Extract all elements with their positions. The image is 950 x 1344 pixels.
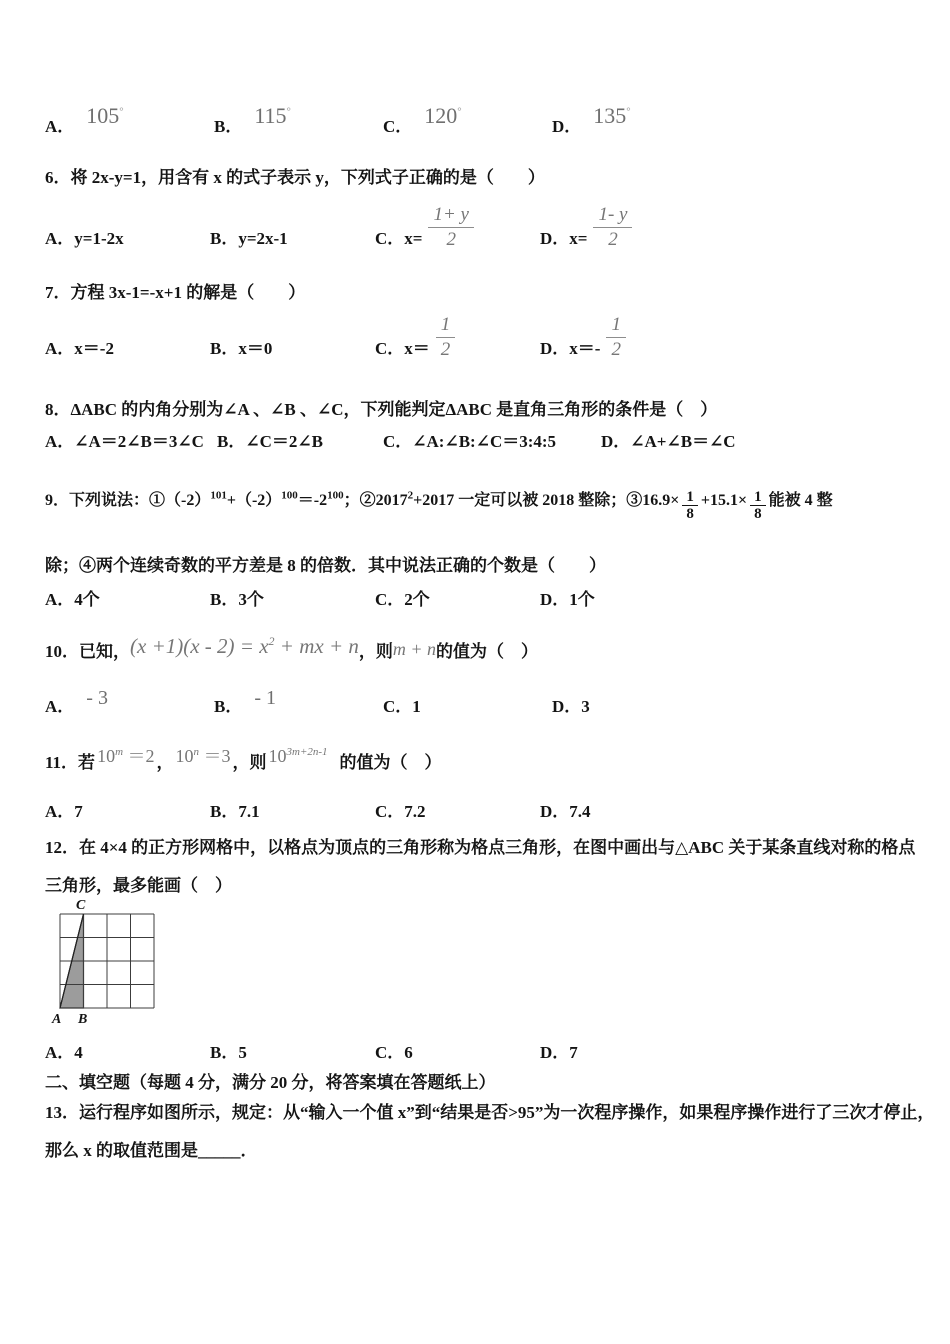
option-d: D． 135° bbox=[552, 103, 631, 136]
option-d: D．x= $\frac{1- y}{2}$ bbox=[540, 204, 632, 251]
fraction: $\frac{1+ y}{2}$ bbox=[428, 204, 474, 251]
option-a: A．4 bbox=[45, 1043, 83, 1062]
option-c: C．∠A:∠B:∠C＝3:4:5 bbox=[383, 432, 557, 451]
question-10-stem: 10．已知，$(x +1)(x - 2) = x^2$ + mx + n，则m + n的值为（ ） bbox=[45, 634, 539, 661]
option-d: D．∠A+∠B＝∠C bbox=[601, 432, 736, 451]
question-12-line-1: 12．在 4×4 的正方形网格中，以格点为顶点的三角形称为格点三角形，在图中画出与△ABC 关于某条直线对称的格点 bbox=[45, 838, 916, 857]
question-12-line-2: 三角形，最多能画（ ） bbox=[45, 876, 232, 895]
option-c: C．x= $\frac{1+ y}{2}$ bbox=[375, 204, 540, 251]
option-d: D．7 bbox=[540, 1043, 578, 1062]
option-d: D．3 bbox=[552, 697, 590, 716]
option-b: B．x＝0 bbox=[210, 339, 273, 358]
option-d: D．x＝- $\frac{1}{2}$ bbox=[540, 314, 626, 361]
question-8-stem: 8．ΔABC 的内角分别为∠A 、∠B 、∠C，下列能判定ΔABC 是直角三角形的条件是（ ） bbox=[45, 400, 718, 419]
option-a: A． 105° bbox=[45, 103, 124, 136]
vertex-label-b: B bbox=[78, 1012, 88, 1027]
option-c: C．x＝ $\frac{1}{2}$ bbox=[375, 314, 540, 361]
question-11-stem: 11．若 $10^m =2$ ， $10^n =3$ ，则 $10^{3m+2n-1}$的值为（ ） bbox=[45, 746, 442, 772]
question-12-options bbox=[45, 1038, 578, 1065]
option-a: A．∠A＝2∠B＝3∠C bbox=[45, 432, 204, 451]
question-9-line-2: 除；④两个连续奇数的平方差是 8 的倍数．其中说法正确的个数是（ ） bbox=[45, 556, 606, 575]
option-d: D．1个 bbox=[540, 590, 595, 609]
option-c: C．7.2 bbox=[375, 802, 426, 821]
fraction: $\frac{1}{8}$ bbox=[682, 489, 698, 523]
question-8-options bbox=[45, 427, 736, 452]
option-b: B．y=2x-1 bbox=[210, 229, 288, 248]
question-6-options bbox=[45, 197, 632, 251]
fraction: $\frac{1}{2}$ bbox=[436, 314, 456, 361]
equation: $(x +1)(x - 2) = x^2$ + mx + n bbox=[130, 634, 359, 658]
equation: m + n bbox=[392, 639, 437, 659]
fraction: $\frac{1}{2}$ bbox=[606, 314, 626, 361]
option-a: A． - 3 bbox=[45, 687, 108, 716]
power-equation: $10^m =2$ bbox=[97, 746, 155, 766]
question-11-options bbox=[45, 797, 591, 824]
option-b: B．3个 bbox=[210, 590, 264, 609]
question-7-options bbox=[45, 307, 626, 361]
option-b: B． 115° bbox=[214, 103, 291, 136]
option-b: B．∠C＝2∠B bbox=[217, 432, 323, 451]
question-10-options bbox=[45, 687, 590, 718]
option-a-value: - 3 bbox=[86, 687, 108, 709]
question-13-line-1: 13．运行程序如图所示，规定：从“输入一个值 x”到“结果是否>95”为一次程序操作，如果程序操作进行了三次才停止， bbox=[45, 1103, 935, 1122]
question-5-options bbox=[45, 103, 631, 138]
option-a: A．4个 bbox=[45, 590, 100, 609]
option-d-value: 135° bbox=[593, 103, 631, 128]
question-7-stem: 7．方程 3x-1=-x+1 的解是（ ） bbox=[45, 283, 306, 302]
option-b: B．7.1 bbox=[210, 802, 260, 821]
vertex-label-a: A bbox=[52, 1012, 62, 1027]
section-2-header: 二、填空题（每题 4 分，满分 20 分，将答案填在答题纸上） bbox=[45, 1073, 496, 1092]
question-13-line-2: 那么 x 的取值范围是_____． bbox=[45, 1141, 258, 1160]
question-9-line-1: 9．下列说法：$①(-2)^{101}+(-2)^{100}=-2^{100}$；$②2017^2+2017$ 一定可以被 2018 整除；③16.9× $\frac{1}{8}$ +15.1× $\frac{1}{8}$ 能被 4 整 bbox=[45, 488, 833, 522]
option-c: C．6 bbox=[375, 1043, 413, 1062]
option-b: B．5 bbox=[210, 1043, 247, 1062]
question-6-stem: 6．将 2x-y=1，用含有 x 的式子表示 y，下列式子正确的是（ ） bbox=[45, 168, 545, 187]
option-c: C． 120° bbox=[383, 103, 462, 136]
fraction: $\frac{1}{8}$ bbox=[750, 489, 766, 523]
answer-blank: _____ bbox=[198, 1141, 241, 1160]
option-b: B． - 1 bbox=[214, 687, 277, 716]
option-c: C．1 bbox=[383, 697, 421, 716]
option-a: A．x＝-2 bbox=[45, 339, 114, 358]
vertex-label-c: C bbox=[76, 898, 86, 913]
power-equation: $10^n =3$ bbox=[175, 746, 231, 766]
option-a: A．y=1-2x bbox=[45, 229, 124, 248]
option-a: A．7 bbox=[45, 802, 83, 821]
option-b-value: 115° bbox=[254, 103, 291, 128]
option-d: D．7.4 bbox=[540, 802, 591, 821]
power-equation: $10^{3m+2n-1}$ bbox=[268, 746, 328, 766]
option-a-value: 105° bbox=[86, 103, 124, 128]
grid-figure bbox=[40, 896, 165, 1041]
option-b-value: - 1 bbox=[254, 687, 277, 709]
question-9-options bbox=[45, 585, 595, 612]
option-c-value: 120° bbox=[424, 103, 462, 128]
option-c: C．2个 bbox=[375, 590, 430, 609]
fraction: $\frac{1- y}{2}$ bbox=[593, 204, 632, 251]
